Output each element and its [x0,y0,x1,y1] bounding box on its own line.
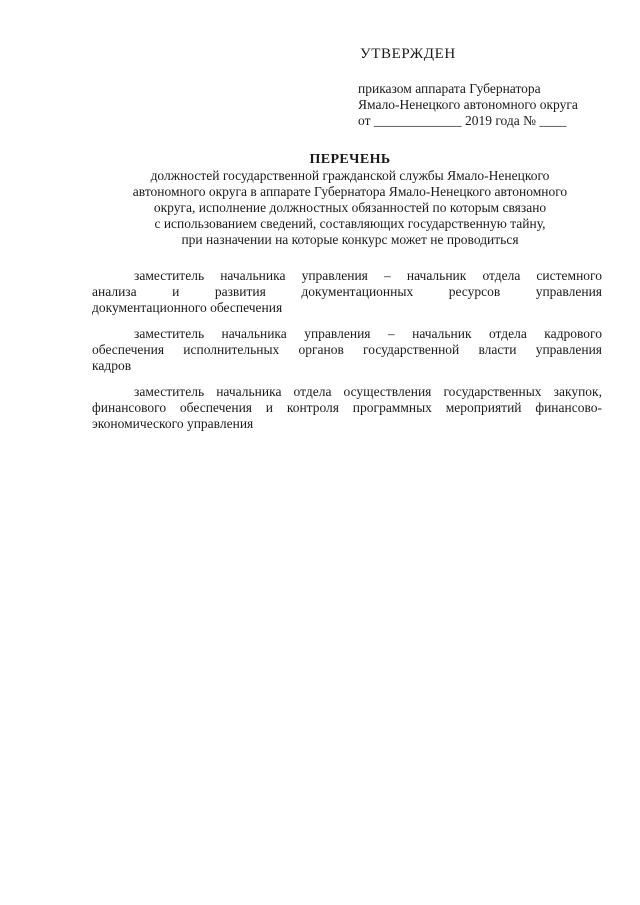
position-line: экономического управления [92,416,254,431]
approval-date-line: от _____________ 2019 года № ____ [358,113,567,128]
position-item [92,384,602,432]
position-line: кадров [92,358,132,373]
subtitle-line: автономного округа в аппарате Губернатора Ямало-Ненецкого автономного [132,184,568,199]
position-line: документационного обеспечения [92,300,283,315]
subtitle-line: округа, исполнение должностных обязанностей по которым связано [153,200,547,215]
subtitle-line: должностей государственной гражданской службы Ямало-Ненецкого [150,168,550,183]
position-item [92,326,602,374]
approval-title: УТВЕРЖДЕН [360,46,456,62]
approval-region-line: Ямало-Ненецкого автономного округа [358,97,578,112]
position-line: заместитель начальника управления – начальник отдела кадрового [134,326,602,341]
approval-order-line: приказом аппарата Губернатора [358,81,541,96]
subtitle-line: при назначении на которые конкурс может не проводиться [181,232,519,247]
position-item [92,268,602,316]
position-line: обеспечения исполнительных органов государственной власти управления [92,342,602,357]
document-title: ПЕРЕЧЕНЬ [309,152,391,167]
position-line: анализа и развития документационных ресурсов управления [92,284,602,299]
position-line: заместитель начальника управления – начальник отдела системного [134,268,602,283]
position-line: заместитель начальника отдела осуществления государственных закупок, [134,384,602,399]
position-line: финансового обеспечения и контроля программных мероприятий финансово- [92,400,602,415]
document-subtitle [90,168,610,248]
subtitle-line: с использованием сведений, составляющих государственную тайну, [154,216,546,231]
